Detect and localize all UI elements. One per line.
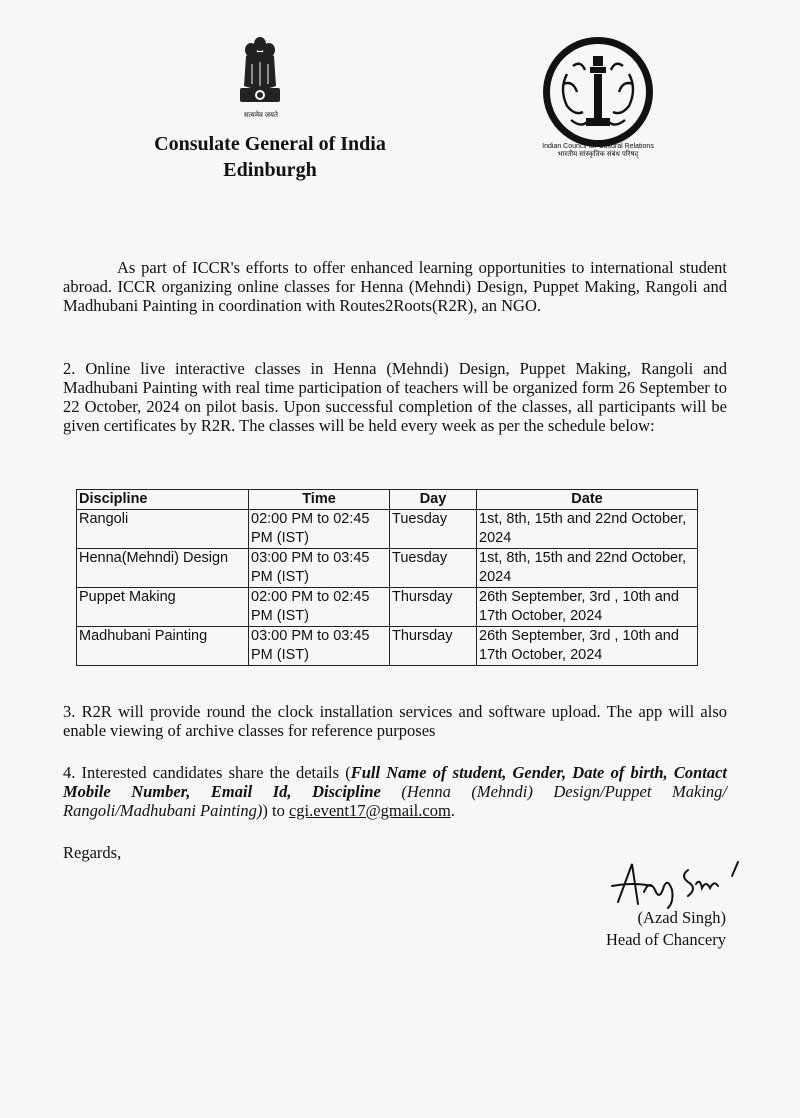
table-row xyxy=(77,588,698,627)
national-emblem-icon xyxy=(232,34,288,120)
paragraph-4 xyxy=(63,763,727,820)
cell-discipline: Henna(Mehndi) Design xyxy=(77,549,249,588)
email-link[interactable]: cgi.event17@gmail.com xyxy=(288,801,451,820)
cell-time: 03:00 PM to 03:45 PM (IST) xyxy=(249,549,390,588)
header-discipline: Discipline xyxy=(77,490,249,510)
cell-time: 02:00 PM to 02:45 PM (IST) xyxy=(249,510,390,549)
header-time: Time xyxy=(249,490,390,510)
p4-mid: ) to xyxy=(262,801,289,820)
signatory-name: (Azad Singh) xyxy=(637,908,726,927)
iccr-name-hi: भारतीय सांस्कृतिक संबंध परिषद् xyxy=(557,151,639,158)
table-header-row xyxy=(77,490,698,510)
header-date: Date xyxy=(477,490,698,510)
table-row xyxy=(77,510,698,549)
cell-day: Thursday xyxy=(390,627,477,666)
cell-date: 1st, 8th, 15th and 22nd October, 2024 xyxy=(477,510,698,549)
iccr-logo-icon xyxy=(537,34,659,156)
p4-prefix: 4. Interested candidates share the details ( xyxy=(63,763,351,782)
paragraph-3: 3. R2R will provide round the clock installation services and software upload. The app will also enable viewing of archive classes for reference purposes xyxy=(63,702,727,740)
cell-discipline: Rangoli xyxy=(77,510,249,549)
paragraph-2: 2. Online live interactive classes in Henna (Mehndi) Design, Puppet Making, Rangoli and Madhubani Painting with real time participation of teachers will be organized form 26 September to 22 October, 2024 on pilot basis. Upon successful completion of the classes, all participants will be given certificates by R2R. The classes will be held every week as per the schedule below: xyxy=(63,359,727,435)
cell-time: 03:00 PM to 03:45 PM (IST) xyxy=(249,627,390,666)
emblem-motto: सत्यमेव जयते xyxy=(244,111,278,119)
cell-discipline: Madhubani Painting xyxy=(77,627,249,666)
header-day: Day xyxy=(390,490,477,510)
paragraph-intro: As part of ICCR's efforts to offer enhanced learning opportunities to international student abroad. ICCR organizing online classes for Henna (Mehndi) Design, Puppet Making, Rangoli and Madhubani Painting in coordination with Routes2Roots(R2R), an NGO. xyxy=(63,258,727,315)
signatory-title: Head of Chancery xyxy=(605,930,726,949)
cell-date: 1st, 8th, 15th and 22nd October, 2024 xyxy=(477,549,698,588)
letterhead-title xyxy=(120,131,420,183)
cell-date: 26th September, 3rd , 10th and 17th October, 2024 xyxy=(477,588,698,627)
cell-discipline: Puppet Making xyxy=(77,588,249,627)
iccr-name xyxy=(528,143,668,159)
schedule-table xyxy=(76,489,698,666)
p4-end: . xyxy=(450,801,455,820)
table-row xyxy=(77,549,698,588)
cell-date: 26th September, 3rd , 10th and 17th October, 2024 xyxy=(477,627,698,666)
cell-time: 02:00 PM to 02:45 PM (IST) xyxy=(249,588,390,627)
closing-regards: Regards, xyxy=(63,843,122,862)
cell-day: Tuesday xyxy=(390,549,477,588)
p4-disciplines: (Henna (Mehndi) Design/Puppet Making/ Rangoli/Madhubani Painting) xyxy=(63,782,727,820)
consulate-name: Consulate General of India xyxy=(154,133,386,155)
cell-day: Tuesday xyxy=(390,510,477,549)
iccr-name-en: Indian Council for Cultural Relations xyxy=(542,143,654,150)
consulate-city: Edinburgh xyxy=(223,159,317,181)
p4-required-fields: Full Name of student, Gender, Date of birth, Contact Mobile Number, Email Id, Discipline xyxy=(63,763,727,801)
table-row xyxy=(77,627,698,666)
cell-day: Thursday xyxy=(390,588,477,627)
signature-icon xyxy=(604,856,754,912)
